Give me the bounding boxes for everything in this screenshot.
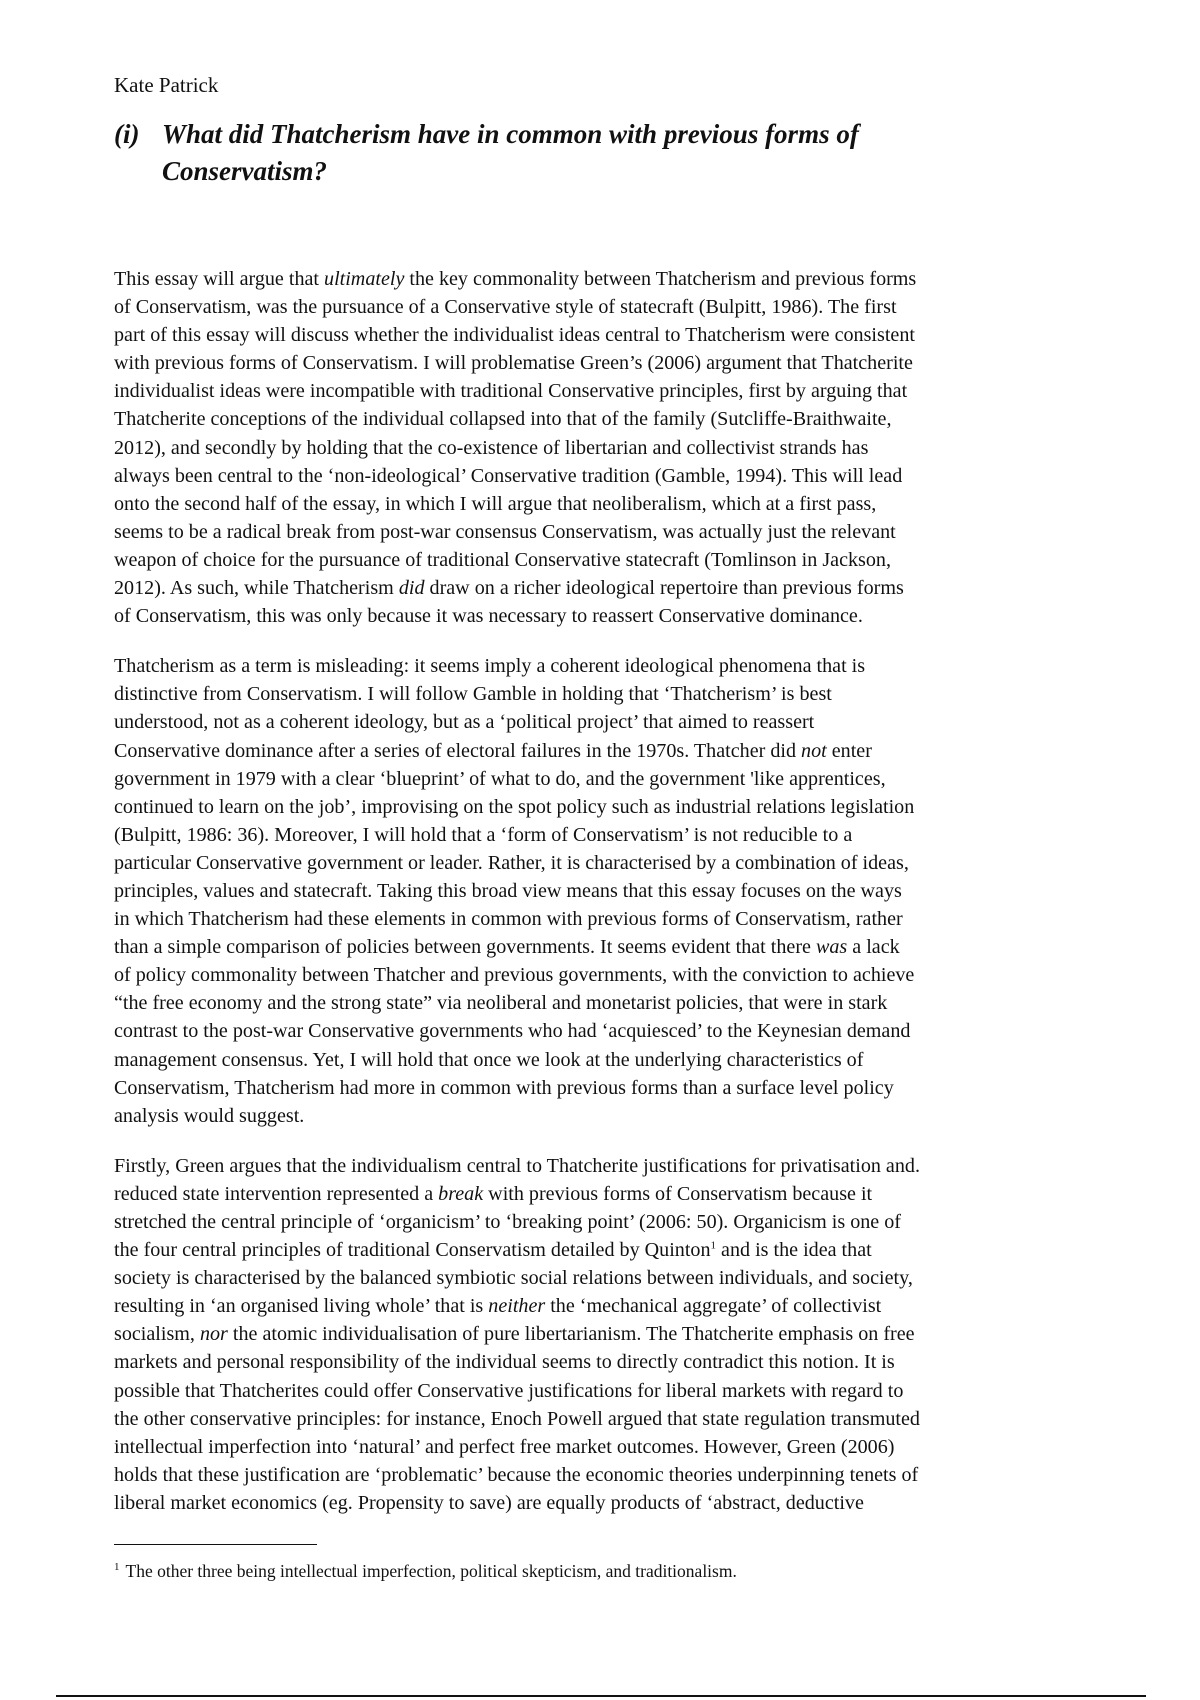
text-run: possible that Thatcherites could offer Conservative justifications for liberal markets with regard to — [114, 1379, 904, 1402]
emphasis-text: was — [815, 936, 848, 959]
paragraph-line — [114, 1348, 1086, 1376]
paragraph-line — [114, 849, 1086, 877]
text-run: the four central principles of traditional Conservatism detailed by Quinton — [114, 1239, 711, 1262]
text-run: than a simple comparison of policies between governments. It seems evident that there — [114, 936, 816, 959]
text-run: onto the second half of the essay, in which I will argue that neoliberalism, which at a first pass, — [114, 492, 877, 515]
emphasis-text: break — [438, 1182, 484, 1205]
text-run: Conservative dominance after a series of electoral failures in the 1970s. Thatcher did — [114, 739, 802, 762]
text-run: Thatcherism as a term is misleading: it seems imply a coherent ideological phenomena that is — [114, 655, 866, 678]
title-line: Conservatism? — [162, 156, 328, 186]
text-run: and is the idea that — [716, 1239, 872, 1262]
text-run: of policy commonality between Thatcher and previous governments, with the conviction to achieve — [114, 964, 915, 987]
emphasis-text: ultimately — [324, 268, 405, 290]
text-run: weapon of choice for the pursuance of traditional Conservative statecraft (Tomlinson in Jackson, — [114, 548, 891, 571]
text-run: always been central to the ‘non-ideological’ Conservative tradition (Gamble, 1994). This will lead — [114, 464, 903, 487]
text-run: the atomic individualisation of pure libertarianism. The Thatcherite emphasis on free — [227, 1323, 915, 1346]
paragraph-line — [114, 321, 1086, 349]
text-run: particular Conservative government or leader. Rather, it is characterised by a combination of ideas, — [114, 851, 909, 874]
text-run: management consensus. Yet, I will hold that once we look at the underlying characteristics of — [114, 1048, 864, 1071]
paragraph-line — [114, 1046, 1086, 1074]
paragraph — [114, 652, 1086, 1130]
text-run: with previous forms of Conservatism because it — [483, 1182, 873, 1205]
paragraph-line — [114, 1264, 1086, 1292]
paragraph-line — [114, 518, 1086, 546]
text-run: 2012). As such, while Thatcherism — [114, 577, 399, 600]
text-run: Conservatism, Thatcherism had more in common with previous forms than a surface level policy — [114, 1076, 894, 1099]
text-run: principles, values and statecraft. Taking this broad view means that this essay focuses on the ways — [114, 879, 902, 902]
text-run: analysis would suggest. — [114, 1104, 305, 1127]
text-run: enter — [826, 739, 872, 762]
text-run: of Conservatism, this was only because it was necessary to reassert Conservative dominance. — [114, 605, 863, 628]
paragraph-line — [114, 877, 1086, 905]
paragraph-line — [114, 377, 1086, 405]
text-run: liberal market economics (eg. Propensity to save) are equally products of ‘abstract, deductive — [114, 1491, 864, 1514]
text-run: society is characterised by the balanced symbiotic social relations between individuals, and society, — [114, 1267, 913, 1290]
paragraph-line — [114, 1102, 1086, 1130]
paragraph-line — [114, 434, 1086, 462]
paragraph-line — [114, 1074, 1086, 1102]
text-run: resulting in ‘an organised living whole’ that is — [114, 1295, 489, 1318]
paragraph-line — [114, 989, 1086, 1017]
paragraph-line — [114, 265, 1086, 293]
paragraph-line — [114, 652, 1086, 680]
footnote-reference: 1 — [710, 1239, 717, 1252]
paragraph-line — [114, 1292, 1086, 1320]
text-run: with previous forms of Conservatism. I will problematise Green’s (2006) argument that Thatcherite — [114, 352, 913, 375]
text-run: seems to be a radical break from post-war consensus Conservatism, was actually just the relevant — [114, 520, 896, 543]
text-run: Firstly, Green argues that the individualism central to Thatcherite justifications for privatisation and. — [114, 1154, 920, 1177]
paragraph-line — [114, 1405, 1086, 1433]
paragraph-line — [114, 1489, 1086, 1517]
paragraph — [114, 265, 1086, 630]
paragraph-line — [114, 680, 1086, 708]
paragraph-line — [114, 1236, 1086, 1264]
text-run: This essay will argue that — [114, 268, 325, 290]
paragraph-line — [114, 1377, 1086, 1405]
paragraph-line — [114, 1320, 1086, 1348]
paragraph-line — [114, 1433, 1086, 1461]
text-run: socialism, — [114, 1323, 200, 1346]
paragraph-line — [114, 905, 1086, 933]
text-run: understood, not as a coherent ideology, but as a ‘political project’ that aimed to reassert — [114, 711, 815, 734]
footnote — [114, 1560, 737, 1582]
emphasis-text: not — [801, 739, 827, 762]
page-bottom-rule — [56, 1695, 1146, 1697]
essay-body — [114, 265, 1086, 1539]
paragraph-line — [114, 765, 1086, 793]
paragraph-line — [114, 349, 1086, 377]
paragraph-line — [114, 961, 1086, 989]
text-run: of Conservatism, was the pursuance of a Conservative style of statecraft (Bulpitt, 1986). The first — [114, 296, 897, 319]
paragraph-line — [114, 1208, 1086, 1236]
text-run: distinctive from Conservatism. I will follow Gamble in holding that ‘Thatcherism’ is best — [114, 683, 832, 706]
title-number: (i) — [114, 119, 140, 149]
paragraph-line — [114, 1461, 1086, 1489]
text-run: the ‘mechanical aggregate’ of collectivist — [545, 1295, 882, 1318]
text-run: contrast to the post-war Conservative governments who had ‘acquiesced’ to the Keynesian demand — [114, 1020, 911, 1043]
paragraph-line — [114, 405, 1086, 433]
paragraph-line — [114, 1180, 1086, 1208]
paragraph-line — [114, 793, 1086, 821]
author-name: Kate Patrick — [114, 73, 219, 97]
paragraph-line — [114, 462, 1086, 490]
paragraph-line — [114, 293, 1086, 321]
text-run: stretched the central principle of ‘organicism’ to ‘breaking point’ (2006: 50). Organicism is one of — [114, 1211, 901, 1233]
text-run: draw on a richer ideological repertoire than previous forms — [424, 577, 904, 600]
text-run: 2012), and secondly by holding that the co-existence of libertarian and collectivist strands has — [114, 436, 869, 459]
paragraph — [114, 1152, 1086, 1517]
text-run: the other conservative principles: for instance, Enoch Powell argued that state regulation transmuted — [114, 1407, 920, 1430]
text-run: reduced state intervention represented a — [114, 1182, 439, 1205]
footnote-marker: 1 — [114, 1561, 120, 1574]
text-run: (Bulpitt, 1986: 36). Moreover, I will hold that a ‘form of Conservatism’ is not reducible to a — [114, 823, 853, 846]
paragraph-line — [114, 933, 1086, 961]
emphasis-text: neither — [488, 1295, 546, 1318]
text-run: part of this essay will discuss whether the individualist ideas central to Thatcherism were consistent — [114, 324, 915, 347]
text-run: “the free economy and the strong state” via neoliberal and monetarist policies, that were in stark — [114, 992, 888, 1015]
footnote-divider — [114, 1544, 317, 1545]
text-run: individualist ideas were incompatible with traditional Conservative principles, first by arguing that — [114, 380, 908, 403]
footnote-text: The other three being intellectual imperfection, political skepticism, and traditionalism. — [125, 1561, 737, 1581]
emphasis-text: nor — [199, 1323, 228, 1346]
paragraph-line — [114, 546, 1086, 574]
essay-title — [114, 116, 1014, 190]
text-run: Thatcherite conceptions of the individual collapsed into that of the family (Sutcliffe-Braithwaite, — [114, 408, 892, 431]
text-run: markets and personal responsibility of the individual seems to directly contradict this notion. It is — [114, 1351, 895, 1374]
paragraph-line — [114, 1017, 1086, 1045]
text-run: holds that these justification are ‘problematic’ because the economic theories underpinning tenets of — [114, 1463, 919, 1486]
text-run: a lack — [847, 936, 900, 959]
paragraph-line — [114, 1152, 1086, 1180]
emphasis-text: did — [398, 577, 425, 600]
title-line: What did Thatcherism have in common with previous forms of — [162, 119, 859, 149]
paragraph-line — [114, 821, 1086, 849]
paragraph-line — [114, 574, 1086, 602]
paragraph-line — [114, 602, 1086, 630]
paragraph-line — [114, 737, 1086, 765]
text-run: the key commonality between Thatcherism and previous forms — [404, 268, 917, 290]
text-run: continued to learn on the job’, improvising on the spot policy such as industrial relations legislation — [114, 795, 915, 818]
paragraph-line — [114, 708, 1086, 736]
text-run: government in 1979 with a clear ‘blueprint’ of what to do, and the government 'like apprentices, — [114, 767, 886, 790]
text-run: intellectual imperfection into ‘natural’ and perfect free market outcomes. However, Green (2006) — [114, 1435, 895, 1458]
title-text — [162, 116, 1014, 190]
paragraph-line — [114, 490, 1086, 518]
text-run: in which Thatcherism had these elements in common with previous forms of Conservatism, rather — [114, 908, 903, 931]
